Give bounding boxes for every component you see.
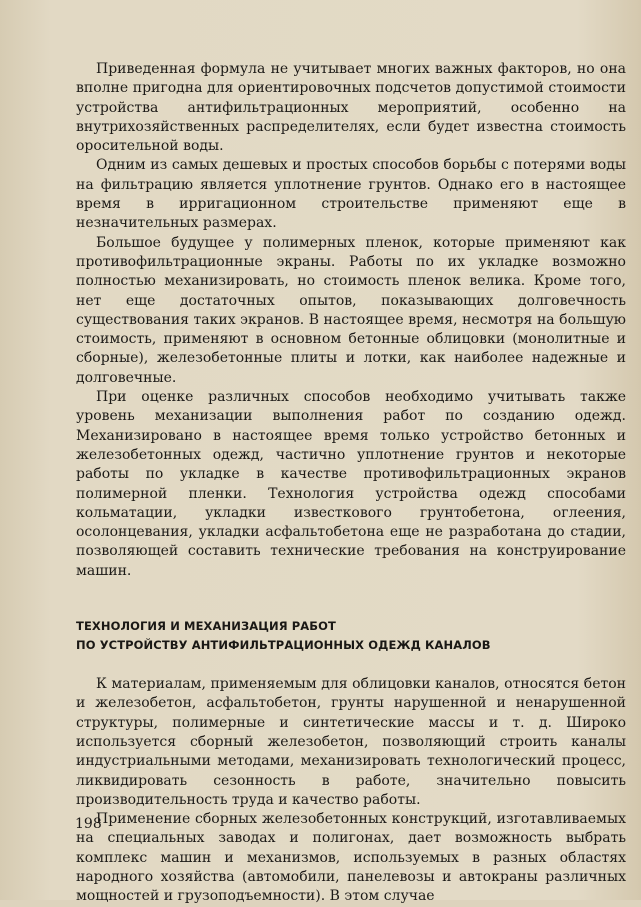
paragraph: При оценке различных способов необходимо учитывать также уровень механизации выполнения работ по созданию одежд. Механизировано в настоящее время только устройство бетонных и железобетонных одежд, частично уплотнение грунтов и некоторые работы по укладке в качестве противофильтрационных экранов полимерной пленки. Технология устройства одежд способами кольматации, укладки известкового грунтобетона, оглеения, осолонцевания, укладки асфальтобетона еще не разработана до стадии, позволяющей составить технические требования на конструирование машин.	[76, 389, 626, 579]
section-heading-line: ТЕХНОЛОГИЯ И МЕХАНИЗАЦИЯ РАБОТ	[76, 619, 336, 634]
page-number: 198	[75, 816, 102, 832]
paragraph: К материалам, применяемым для облицовки каналов, относятся бетон и железобетон, асфальтобетон, грунты нарушенной и ненарушенной структуры, полимерные и синтетические массы и т. д. Широко используется сборный железобетон, позволяющий строить каналы индустриальными методами, механизировать технологический процесс, ликвидировать сезонность в работе, значительно повысить производительность труда и качество работы.	[76, 676, 626, 808]
body-text	[76, 60, 626, 907]
paragraph: Приведенная формула не учитывает многих важных факторов, но она вполне пригодна для ориентировочных подсчетов допустимой стоимости устройства антифильтрационных мероприятий, особенно на внутрихозяйственных распределителях, если будет известна стоимость оросительной воды.	[76, 61, 626, 155]
paragraph: Одним из самых дешевых и простых способов борьбы с потерями воды на фильтрацию является уплотнение грунтов. Однако его в настоящее время в ирригационном строительстве применяют еще в незначительных размерах.	[76, 157, 626, 232]
section-heading-line: ПО УСТРОЙСТВУ АНТИФИЛЬТРАЦИОННЫХ ОДЕЖД КАНАЛОВ	[76, 638, 491, 653]
paragraph: Применение сборных железобетонных конструкций, изготавливаемых на специальных заводах и полигонах, дает возможность выбрать комплекс машин и механизмов, используемых в разных областях народного хозяйства (автомобили, панелевозы и автокраны различных мощностей и грузоподъемности). В этом случае	[76, 811, 626, 905]
section-heading	[76, 617, 626, 655]
paragraph: Большое будущее у полимерных пленок, которые применяют как противофильтрационные экраны. Работы по их укладке возможно полностью механизировать, но стоимость пленок велика. Кроме того, нет еще достаточных опытов, показывающих долговечность существования таких экранов. В настоящее время, несмотря на большую стоимость, применяют в основном бетонные облицовки (монолитные и сборные), железобетонные плиты и лотки, как наиболее надежные и долговечные.	[76, 234, 626, 386]
